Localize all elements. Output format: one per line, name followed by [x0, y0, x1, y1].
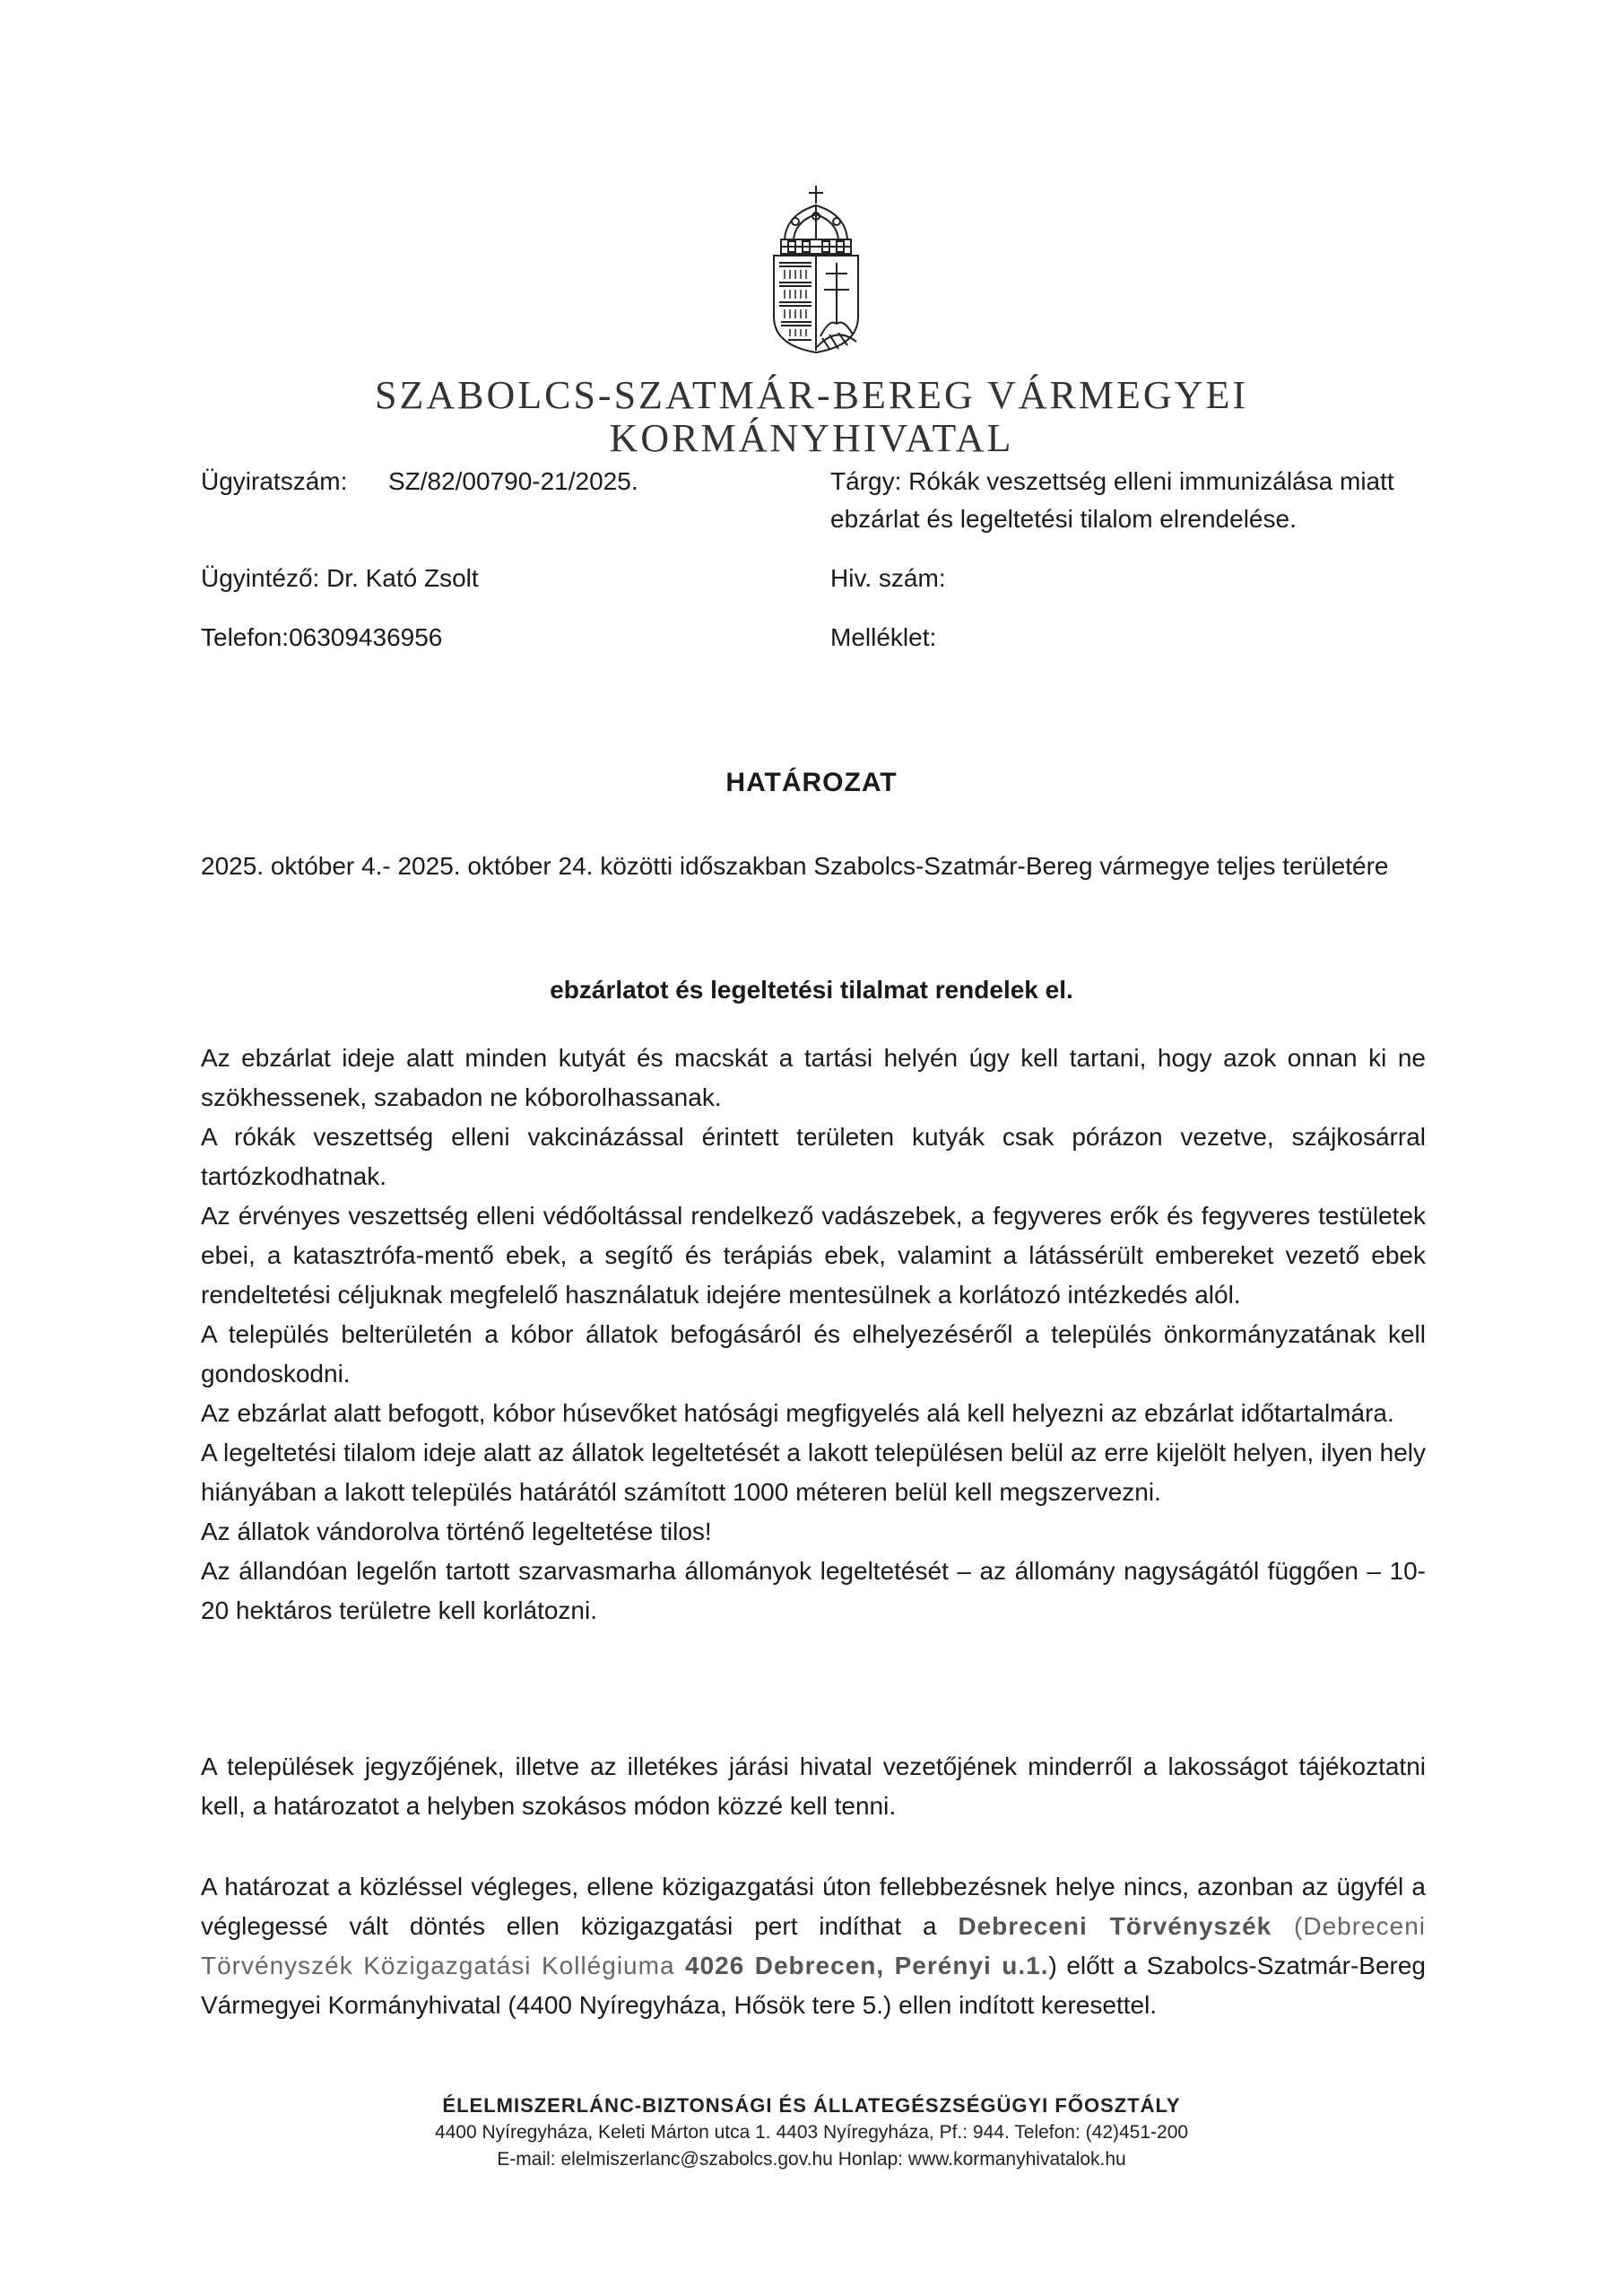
subject-line1: Tárgy: Rókák veszettség elleni immunizálása miatt	[830, 467, 1394, 495]
case-officer: Ügyintéző: Dr. Kató Zsolt	[201, 564, 479, 592]
body-paragraph: Az ebzárlat ideje alatt minden kutyát és macskát a tartási helyén úgy kell tartani, hogy azok onnan ki ne szökhessenek, szabadon ne kóborolhassanak.	[201, 1044, 1426, 1111]
case-number-label: Ügyiratszám:	[201, 467, 348, 495]
case-number: SZ/82/00790-21/2025.	[387, 467, 638, 495]
appeal-court: Debreceni Törvényszék	[958, 1912, 1272, 1940]
body-paragraph: A legeltetési tilalom ideje alatt az állatok legeltetését a lakott településen belül az erre kijelölt helyen, ilyen hely hiányában a lakott település határától számított 1000 méteren belül kell megszervezni.	[201, 1439, 1426, 1506]
decision-intro: 2025. október 4.- 2025. október 24. közötti időszakban Szabolcs-Szatmár-Bereg vármegye teljes területére	[201, 852, 1389, 880]
body-paragraph: Az ebzárlat alatt befogott, kóbor húsevőket hatósági megfigyelés alá kell helyezni az ebzárlat időtartalmára.	[201, 1399, 1394, 1427]
footer-address: 4400 Nyíregyháza, Keleti Márton utca 1. 4403 Nyíregyháza, Pf.: 944. Telefon: (42)451-200	[434, 2122, 1189, 2143]
footer-department: ÉLELMISZERLÁNC-BIZTONSÁGI ÉS ÁLLATEGÉSZSÉGÜGYI FŐOSZTÁLY	[442, 2094, 1181, 2117]
decision-body	[201, 1039, 1426, 1631]
phone: Telefon:06309436956	[201, 623, 443, 651]
body-paragraph: Az állatok vándorolva történő legeltetése tilos!	[201, 1518, 712, 1545]
reference-number: Hiv. szám:	[830, 564, 946, 592]
office-name-line1	[0, 372, 1623, 418]
office-name-text: SZABOLCS-SZATMÁR-BEREG VÁRMEGYEI	[374, 373, 1249, 417]
office-name-line2	[0, 415, 1623, 461]
case-number-row	[201, 463, 775, 500]
footer	[0, 2092, 1623, 2173]
appeal-text-2: (Debreceni Törvényszék Közigazgatási Kollégiuma	[201, 1912, 1427, 1979]
appeal-text-1: A határozat a közléssel végleges, ellene közigazgatási úton fellebbezésnek helye nincs, azonban az ügyfél a véglegessé vált döntés ellen közigazgatási pert indíthat a	[201, 1873, 1426, 1940]
attachment: Melléklet:	[830, 623, 937, 651]
body-paragraph: A település belterületén a kóbor állatok befogásáról és elhelyezéséről a település önkormányzatának kell gondoskodni.	[201, 1320, 1426, 1387]
body-paragraph: Az érvényes veszettség elleni védőoltással rendelkező vadászebek, a fegyveres erők és fegyveres testületek ebei, a katasztrófa-mentő ebek, a segítő és terápiás ebek, valamint a látássérült embereket vezető ebek rendeltetési céljuknak megfelelő használatuk idejére mentesülnek a korlátozó intézkedés alól.	[201, 1202, 1426, 1309]
appeal-paragraph	[201, 1867, 1426, 2025]
body-paragraph: A rókák veszettség elleni vakcinázással érintett területen kutyák csak pórázon vezetve, szájkosárral tartózkodhatnak.	[201, 1123, 1426, 1190]
subject-line2: ebzárlat és legeltetési tilalom elrendelése.	[830, 505, 1297, 533]
appeal-text-3: ) előtt a Szabolcs-Szatmár-Bereg Vármegyei Kormányhivatal (4400 Nyíregyháza, Hősök tere 5.) ellen indított keresettel.	[201, 1952, 1426, 2019]
office-name-text-2: KORMÁNYHIVATAL	[609, 416, 1014, 460]
hungarian-coat-of-arms-icon	[767, 184, 865, 354]
appeal-address: 4026 Debrecen, Perényi u.1.	[685, 1952, 1049, 1979]
footer-contact: E-mail: elelmiszerlanc@szabolcs.gov.hu Honlap: www.kormanyhivatalok.hu	[497, 2149, 1126, 2170]
decision-title: HATÁROZAT	[725, 768, 898, 797]
decision-order: ebzárlatot és legeltetési tilalmat rendelek el.	[550, 976, 1073, 1004]
notice-paragraph: A települések jegyzőjének, illetve az illetékes járási hivatal vezetőjének minderről a lakosságot tájékoztatni kell, a határozatot a helyben szokásos módon közzé kell tenni.	[201, 1752, 1426, 1820]
body-paragraph: Az állandóan legelőn tartott szarvasmarha állományok legeltetését – az állomány nagyságától függően – 10-20 hektáros területre kell korlátozni.	[201, 1557, 1426, 1624]
